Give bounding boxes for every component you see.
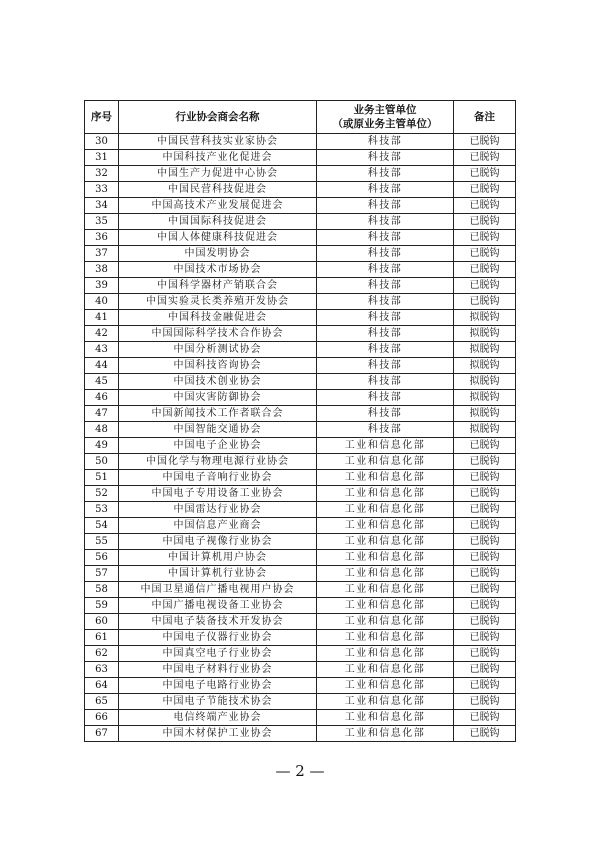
row-supervising-unit: 科技部 xyxy=(317,294,454,310)
row-supervising-unit: 科技部 xyxy=(317,358,454,374)
row-serial-number: 56 xyxy=(85,550,119,566)
row-supervising-unit: 工业和信息化部 xyxy=(317,534,454,550)
row-note: 已脱钩 xyxy=(454,214,516,230)
row-note: 已脱钩 xyxy=(454,166,516,182)
row-supervising-unit: 工业和信息化部 xyxy=(317,710,454,726)
row-note: 已脱钩 xyxy=(454,198,516,214)
row-supervising-unit: 科技部 xyxy=(317,406,454,422)
row-serial-number: 64 xyxy=(85,678,119,694)
row-association-name: 中国国际科技促进会 xyxy=(119,214,317,230)
table-row xyxy=(85,390,516,406)
row-serial-number: 58 xyxy=(85,582,119,598)
row-association-name: 中国实验灵长类养殖开发协会 xyxy=(119,294,317,310)
table-row xyxy=(85,246,516,262)
row-note: 已脱钩 xyxy=(454,726,516,742)
table-row xyxy=(85,726,516,742)
row-association-name: 中国新闻技术工作者联合会 xyxy=(119,406,317,422)
row-supervising-unit: 工业和信息化部 xyxy=(317,470,454,486)
table-row xyxy=(85,374,516,390)
row-serial-number: 67 xyxy=(85,726,119,742)
row-association-name: 中国高技术产业发展促进会 xyxy=(119,198,317,214)
row-supervising-unit: 科技部 xyxy=(317,326,454,342)
row-note: 拟脱钩 xyxy=(454,326,516,342)
row-note: 已脱钩 xyxy=(454,486,516,502)
row-supervising-unit: 科技部 xyxy=(317,390,454,406)
table-row xyxy=(85,294,516,310)
row-note: 已脱钩 xyxy=(454,262,516,278)
row-serial-number: 48 xyxy=(85,422,119,438)
table-row xyxy=(85,646,516,662)
row-note: 已脱钩 xyxy=(454,518,516,534)
row-note: 已脱钩 xyxy=(454,598,516,614)
row-note: 已脱钩 xyxy=(454,246,516,262)
header-supervising-unit-line2: （或原业务主管单位） xyxy=(332,118,438,130)
row-note: 拟脱钩 xyxy=(454,342,516,358)
row-serial-number: 49 xyxy=(85,438,119,454)
header-serial-number: 序号 xyxy=(85,101,119,134)
table-row xyxy=(85,694,516,710)
row-supervising-unit: 科技部 xyxy=(317,214,454,230)
row-serial-number: 66 xyxy=(85,710,119,726)
table-row xyxy=(85,438,516,454)
table-row xyxy=(85,598,516,614)
row-supervising-unit: 工业和信息化部 xyxy=(317,598,454,614)
row-association-name: 中国真空电子行业协会 xyxy=(119,646,317,662)
table-row xyxy=(85,166,516,182)
row-serial-number: 46 xyxy=(85,390,119,406)
row-association-name: 中国广播电视设备工业协会 xyxy=(119,598,317,614)
table-row xyxy=(85,150,516,166)
row-association-name: 中国技术创业协会 xyxy=(119,374,317,390)
table-row xyxy=(85,326,516,342)
row-association-name: 中国计算机用户协会 xyxy=(119,550,317,566)
row-serial-number: 45 xyxy=(85,374,119,390)
row-supervising-unit: 科技部 xyxy=(317,246,454,262)
row-supervising-unit: 科技部 xyxy=(317,374,454,390)
row-association-name: 中国电子装备技术开发协会 xyxy=(119,614,317,630)
row-note: 已脱钩 xyxy=(454,294,516,310)
table-row xyxy=(85,182,516,198)
table-row xyxy=(85,550,516,566)
row-supervising-unit: 科技部 xyxy=(317,150,454,166)
row-association-name: 中国电子电路行业协会 xyxy=(119,678,317,694)
row-note: 已脱钩 xyxy=(454,550,516,566)
table-row xyxy=(85,214,516,230)
row-supervising-unit: 科技部 xyxy=(317,230,454,246)
row-note: 已脱钩 xyxy=(454,646,516,662)
table-row xyxy=(85,470,516,486)
row-supervising-unit: 工业和信息化部 xyxy=(317,502,454,518)
row-association-name: 中国人体健康科技促进会 xyxy=(119,230,317,246)
row-serial-number: 47 xyxy=(85,406,119,422)
row-association-name: 电信终端产业协会 xyxy=(119,710,317,726)
row-note: 已脱钩 xyxy=(454,278,516,294)
row-association-name: 中国科学器材产销联合会 xyxy=(119,278,317,294)
row-association-name: 中国信息产业商会 xyxy=(119,518,317,534)
row-supervising-unit: 工业和信息化部 xyxy=(317,566,454,582)
row-supervising-unit: 工业和信息化部 xyxy=(317,614,454,630)
row-note: 已脱钩 xyxy=(454,134,516,150)
row-note: 已脱钩 xyxy=(454,230,516,246)
table-row xyxy=(85,534,516,550)
row-serial-number: 30 xyxy=(85,134,119,150)
row-association-name: 中国民营科技促进会 xyxy=(119,182,317,198)
row-supervising-unit: 工业和信息化部 xyxy=(317,646,454,662)
row-note: 已脱钩 xyxy=(454,566,516,582)
row-serial-number: 40 xyxy=(85,294,119,310)
row-association-name: 中国生产力促进中心协会 xyxy=(119,166,317,182)
row-serial-number: 41 xyxy=(85,310,119,326)
row-supervising-unit: 科技部 xyxy=(317,166,454,182)
row-serial-number: 59 xyxy=(85,598,119,614)
row-serial-number: 54 xyxy=(85,518,119,534)
row-serial-number: 35 xyxy=(85,214,119,230)
row-association-name: 中国电子节能技术协会 xyxy=(119,694,317,710)
row-note: 拟脱钩 xyxy=(454,406,516,422)
row-serial-number: 31 xyxy=(85,150,119,166)
row-association-name: 中国木材保护工业协会 xyxy=(119,726,317,742)
row-note: 拟脱钩 xyxy=(454,422,516,438)
table-row xyxy=(85,134,516,150)
row-supervising-unit: 工业和信息化部 xyxy=(317,630,454,646)
row-supervising-unit: 工业和信息化部 xyxy=(317,550,454,566)
row-note: 已脱钩 xyxy=(454,630,516,646)
table-header-row xyxy=(85,101,516,134)
association-table xyxy=(84,100,516,742)
row-serial-number: 32 xyxy=(85,166,119,182)
row-serial-number: 38 xyxy=(85,262,119,278)
table-row xyxy=(85,406,516,422)
row-association-name: 中国电子音响行业协会 xyxy=(119,470,317,486)
row-association-name: 中国科技金融促进会 xyxy=(119,310,317,326)
table-row xyxy=(85,262,516,278)
row-serial-number: 36 xyxy=(85,230,119,246)
row-supervising-unit: 科技部 xyxy=(317,278,454,294)
row-association-name: 中国分析测试协会 xyxy=(119,342,317,358)
row-serial-number: 55 xyxy=(85,534,119,550)
row-supervising-unit: 工业和信息化部 xyxy=(317,486,454,502)
row-association-name: 中国电子企业协会 xyxy=(119,438,317,454)
row-serial-number: 57 xyxy=(85,566,119,582)
row-note: 已脱钩 xyxy=(454,710,516,726)
table-row xyxy=(85,582,516,598)
row-association-name: 中国计算机行业协会 xyxy=(119,566,317,582)
row-serial-number: 60 xyxy=(85,614,119,630)
row-note: 已脱钩 xyxy=(454,694,516,710)
row-association-name: 中国发明协会 xyxy=(119,246,317,262)
row-note: 已脱钩 xyxy=(454,502,516,518)
row-association-name: 中国民营科技实业家协会 xyxy=(119,134,317,150)
row-serial-number: 63 xyxy=(85,662,119,678)
row-supervising-unit: 科技部 xyxy=(317,198,454,214)
row-note: 已脱钩 xyxy=(454,678,516,694)
row-supervising-unit: 工业和信息化部 xyxy=(317,678,454,694)
row-supervising-unit: 科技部 xyxy=(317,422,454,438)
table-row xyxy=(85,502,516,518)
row-serial-number: 52 xyxy=(85,486,119,502)
row-note: 拟脱钩 xyxy=(454,310,516,326)
row-supervising-unit: 工业和信息化部 xyxy=(317,582,454,598)
row-note: 已脱钩 xyxy=(454,470,516,486)
row-association-name: 中国电子专用设备工业协会 xyxy=(119,486,317,502)
table-row xyxy=(85,230,516,246)
row-note: 已脱钩 xyxy=(454,534,516,550)
row-association-name: 中国电子材料行业协会 xyxy=(119,662,317,678)
row-note: 已脱钩 xyxy=(454,582,516,598)
row-association-name: 中国智能交通协会 xyxy=(119,422,317,438)
row-association-name: 中国雷达行业协会 xyxy=(119,502,317,518)
row-supervising-unit: 科技部 xyxy=(317,262,454,278)
table-row xyxy=(85,518,516,534)
table-row xyxy=(85,566,516,582)
row-serial-number: 39 xyxy=(85,278,119,294)
table-row xyxy=(85,454,516,470)
row-association-name: 中国技术市场协会 xyxy=(119,262,317,278)
row-association-name: 中国卫星通信广播电视用户协会 xyxy=(119,582,317,598)
table-row xyxy=(85,486,516,502)
row-note: 拟脱钩 xyxy=(454,358,516,374)
row-association-name: 中国化学与物理电源行业协会 xyxy=(119,454,317,470)
row-supervising-unit: 工业和信息化部 xyxy=(317,454,454,470)
table-row xyxy=(85,342,516,358)
row-serial-number: 50 xyxy=(85,454,119,470)
row-supervising-unit: 工业和信息化部 xyxy=(317,518,454,534)
row-serial-number: 61 xyxy=(85,630,119,646)
row-note: 已脱钩 xyxy=(454,150,516,166)
row-association-name: 中国科技产业化促进会 xyxy=(119,150,317,166)
row-supervising-unit: 工业和信息化部 xyxy=(317,438,454,454)
table-body xyxy=(85,134,516,742)
row-supervising-unit: 科技部 xyxy=(317,182,454,198)
table-row xyxy=(85,198,516,214)
row-association-name: 中国科技咨询协会 xyxy=(119,358,317,374)
table-row xyxy=(85,630,516,646)
row-association-name: 中国电子仪器行业协会 xyxy=(119,630,317,646)
row-supervising-unit: 工业和信息化部 xyxy=(317,726,454,742)
table-row xyxy=(85,710,516,726)
header-supervising-unit xyxy=(317,101,454,134)
row-note: 已脱钩 xyxy=(454,438,516,454)
table-row xyxy=(85,678,516,694)
table-row xyxy=(85,614,516,630)
header-association-name: 行业协会商会名称 xyxy=(119,101,317,134)
row-note: 拟脱钩 xyxy=(454,390,516,406)
table-row xyxy=(85,358,516,374)
table-row xyxy=(85,278,516,294)
page-number: — 2 — xyxy=(275,762,325,780)
row-note: 已脱钩 xyxy=(454,614,516,630)
row-supervising-unit: 工业和信息化部 xyxy=(317,662,454,678)
table-row xyxy=(85,422,516,438)
row-serial-number: 51 xyxy=(85,470,119,486)
row-note: 拟脱钩 xyxy=(454,374,516,390)
table-row xyxy=(85,310,516,326)
row-serial-number: 37 xyxy=(85,246,119,262)
row-note: 已脱钩 xyxy=(454,662,516,678)
row-supervising-unit: 工业和信息化部 xyxy=(317,694,454,710)
row-serial-number: 42 xyxy=(85,326,119,342)
row-supervising-unit: 科技部 xyxy=(317,342,454,358)
header-note: 备注 xyxy=(454,101,516,134)
row-serial-number: 65 xyxy=(85,694,119,710)
row-serial-number: 33 xyxy=(85,182,119,198)
row-serial-number: 34 xyxy=(85,198,119,214)
row-note: 已脱钩 xyxy=(454,454,516,470)
row-supervising-unit: 科技部 xyxy=(317,310,454,326)
row-serial-number: 43 xyxy=(85,342,119,358)
table-row xyxy=(85,662,516,678)
row-association-name: 中国电子视像行业协会 xyxy=(119,534,317,550)
row-association-name: 中国灾害防御协会 xyxy=(119,390,317,406)
header-supervising-unit-line1: 业务主管单位 xyxy=(353,104,417,116)
row-supervising-unit: 科技部 xyxy=(317,134,454,150)
row-serial-number: 53 xyxy=(85,502,119,518)
row-note: 已脱钩 xyxy=(454,182,516,198)
row-serial-number: 44 xyxy=(85,358,119,374)
row-association-name: 中国国际科学技术合作协会 xyxy=(119,326,317,342)
row-serial-number: 62 xyxy=(85,646,119,662)
